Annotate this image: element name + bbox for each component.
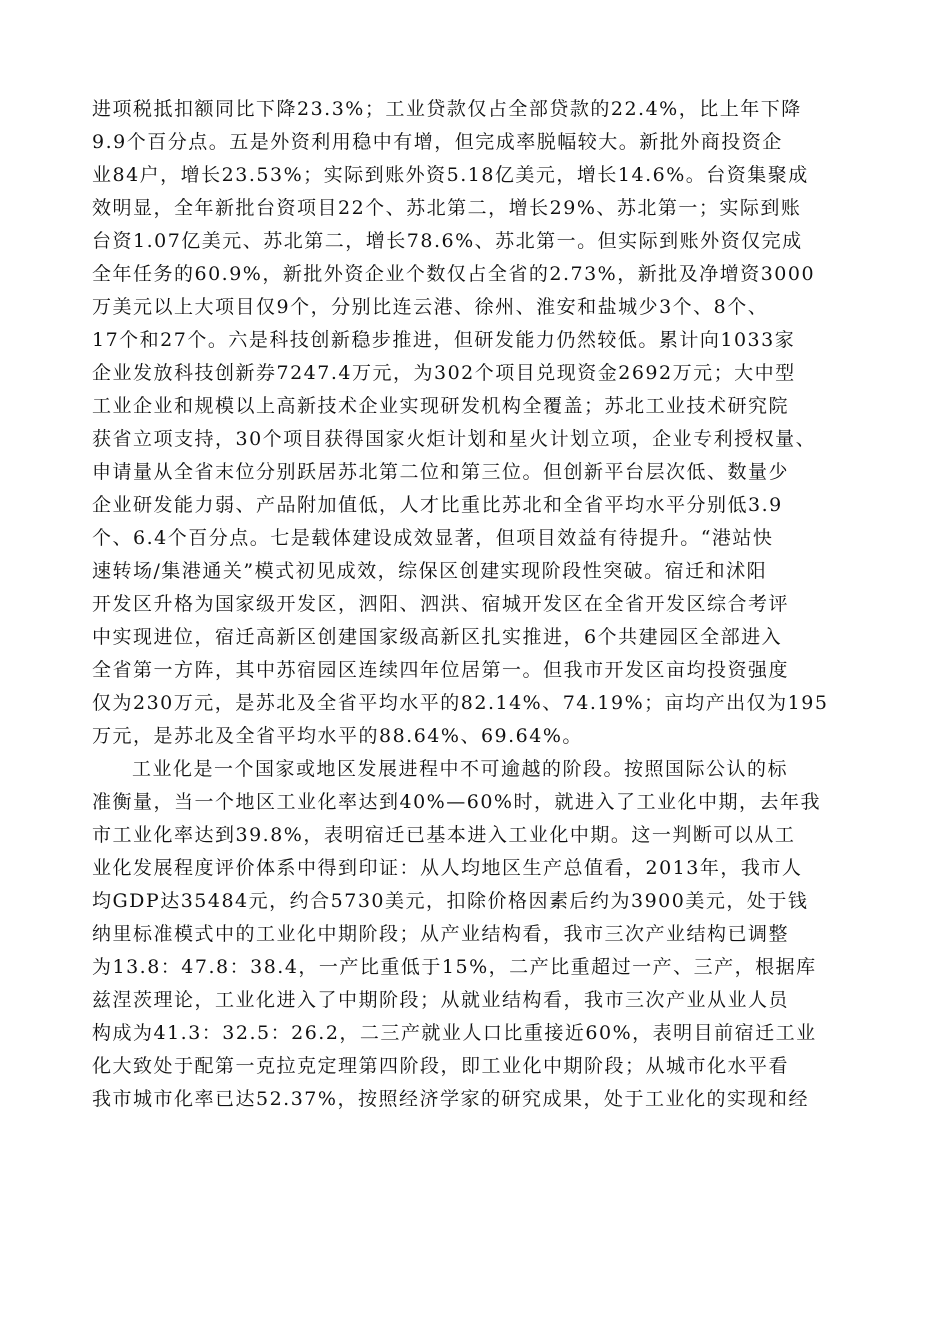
paragraph-1-line-2: 9.9个百分点。五是外资利用稳中有增，但完成率脱幅较大。新批外商投资企 — [92, 131, 783, 153]
paragraph-2-line-2: 准衡量，当一个地区工业化率达到40%—60%时，就进入了工业化中期，去年我 — [92, 791, 821, 813]
paragraph-1-line-16: 开发区升格为国家级开发区，泗阳、泗洪、宿城开发区在全省开发区综合考评 — [92, 593, 790, 615]
paragraph-1-line-13: 企业研发能力弱、产品附加值低，人才比重比苏北和全省平均水平分别低3.9 — [92, 494, 783, 516]
paragraph-2-line-8: 兹涅茨理论，工业化进入了中期阶段；从就业结构看，我市三次产业从业人员 — [92, 989, 790, 1011]
paragraph-1-line-14: 个、6.4个百分点。七是载体建设成效显著，但项目效益有待提升。“港站快 — [92, 527, 774, 549]
paragraph-1-line-10: 工业企业和规模以上高新技术企业实现研发机构全覆盖；苏北工业技术研究院 — [92, 395, 790, 417]
paragraph-2-line-1: 工业化是一个国家或地区发展进程中不可逾越的阶段。按照国际公认的标 — [132, 758, 789, 780]
paragraph-1-line-19: 仅为230万元，是苏北及全省平均水平的82.14%、74.19%；亩均产出仅为195 — [92, 692, 829, 714]
paragraph-1-line-8: 17个和27个。六是科技创新稳步推进，但研发能力仍然较低。累计向1033家 — [92, 329, 796, 351]
paragraph-2-line-6: 纳里标准模式中的工业化中期阶段；从产业结构看，我市三次产业结构已调整 — [92, 923, 790, 945]
paragraph-1-line-15: 速转场/集港通关”模式初见成效，综保区创建实现阶段性突破。宿迁和沭阳 — [92, 560, 768, 582]
paragraph-1-line-12: 申请量从全省末位分别跃居苏北第二位和第三位。但创新平台层次低、数量少 — [92, 461, 790, 483]
paragraph-2-line-4: 业化发展程度评价体系中得到印证：从人均地区生产总值看，2013年，我市人 — [92, 857, 803, 879]
paragraph-1-line-7: 万美元以上大项目仅9个，分别比连云港、徐州、淮安和盐城少3个、8个、 — [92, 296, 769, 318]
paragraph-2-line-7: 为13.8：47.8：38.4，一产比重低于15%，二产比重超过一产、三产，根据库 — [92, 956, 817, 978]
paragraph-1-line-17: 中实现进位，宿迁高新区创建国家级高新区扎实推进，6个共建园区全部进入 — [92, 626, 783, 648]
paragraph-1-line-6: 全年任务的60.9%，新批外资企业个数仅占全省的2.73%，新批及净增资3000 — [92, 263, 816, 285]
paragraph-1-line-18: 全省第一方阵，其中苏宿园区连续四年位居第一。但我市开发区亩均投资强度 — [92, 659, 790, 681]
paragraph-2-line-3: 市工业化率达到39.8%，表明宿迁已基本进入工业化中期。这一判断可以从工 — [92, 824, 796, 846]
paragraph-1-line-5: 台资1.07亿美元、苏北第二，增长78.6%、苏北第一。但实际到账外资仅完成 — [92, 230, 803, 252]
paragraph-2-line-10: 化大致处于配第一克拉克定理第四阶段，即工业化中期阶段；从城市化水平看 — [92, 1055, 790, 1077]
paragraph-2-line-5: 均GDP达35484元，约合5730美元，扣除价格因素后约为3900美元，处于钱 — [92, 890, 809, 912]
paragraph-1-line-11: 获省立项支持，30个项目获得国家火炬计划和星火计划立项，企业专利授权量、 — [92, 428, 817, 450]
paragraph-1-line-1: 进项税抵扣额同比下降23.3%；工业贷款仅占全部贷款的22.4%，比上年下降 — [92, 98, 802, 120]
paragraph-1-line-3: 业84户，增长23.53%；实际到账外资5.18亿美元，增长14.6%。台资集聚成 — [92, 164, 809, 186]
paragraph-2-line-11: 我市城市化率已达52.37%，按照经济学家的研究成果，处于工业化的实现和经 — [92, 1088, 809, 1110]
paragraph-1-line-4: 效明显，全年新批台资项目22个、苏北第二，增长29%、苏北第一；实际到账 — [92, 197, 802, 219]
paragraph-1-line-20: 万元，是苏北及全省平均水平的88.64%、69.64%。 — [92, 725, 583, 747]
paragraph-1-line-9: 企业发放科技创新券7247.4万元，为302个项目兑现资金2692万元；大中型 — [92, 362, 796, 384]
paragraph-2-line-9: 构成为41.3：32.5：26.2，二三产就业人口比重接近60%，表明目前宿迁工业 — [92, 1022, 817, 1044]
